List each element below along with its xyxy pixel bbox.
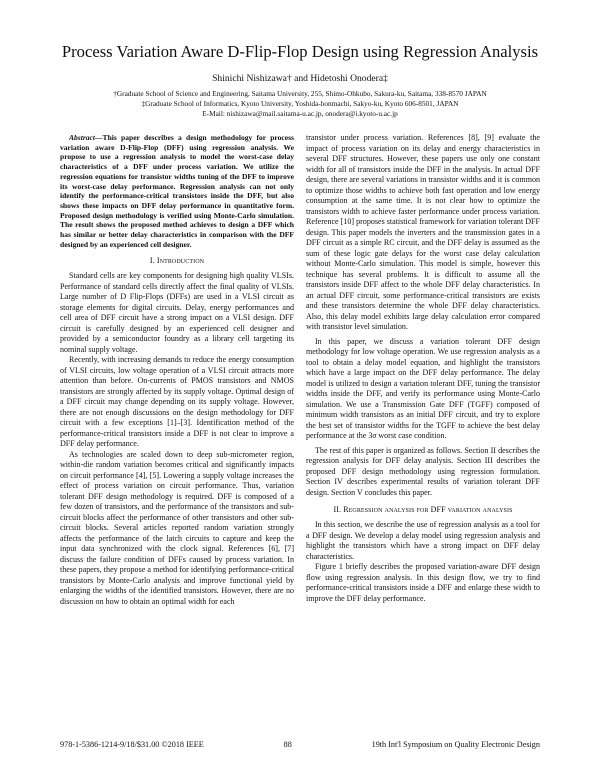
affiliation-2: ‡Graduate School of Informatics, Kyoto University, Yoshida-honmachi, Sakyo-ku, Kyoto 606-8501, JAPAN — [141, 99, 459, 108]
affiliation-1: †Graduate School of Science and Engineering, Saitama University, 255, Shimo-Ohkubo, Sakura-ku, Saitama, 338-8570 JAPAN — [113, 89, 487, 98]
paragraph: The rest of this paper is organized as follows. Section II describes the regression analysis for DFF delay analysis. Section III describes the proposed DFF design methodology using regression formulation. Section IV describes experimental results of variation tolerant DFF design. Section V concludes this paper. — [306, 445, 540, 497]
paragraph — [306, 337, 540, 442]
paragraph: transistor under process variation. References [8], [9] evaluate the impact of process variation on its delay and energy characteristics in several DFF structures. However, these papers use only one constant width for all of transistors inside the DFF in the analysis. In actual DFF design, there are several variations in transistor widths and it is common to optimize those widths to achieve both fast operation and low energy consumption at the same time. It is not clear how to optimize the transistors width to achieve faster performance under process variation. Reference [10] proposes statistical framework for variation tolerant DFF design. This paper models the inverters and the transmission gates in a DFF circuit as a simple RC circuit, and the DFF delay is assumed as the sum of these logic gate delays for the worst case delay calculation without Monte-Carlo simulation. This model is simple, however this technique has several problems. It is difficult to assume all the transistors inside DFF affect to the whole DFF delay characteristics. In an actual DFF circuit, some performance-critical transistors are exists and these transistors determine the whole DFF delay characteristics. Also, this delay model exhibits large delay calculation error compared with transistor level simulation. — [306, 133, 540, 331]
abstract — [60, 133, 294, 249]
paragraph-text: In this paper, we discuss a variation tolerant DFF design methodology for low voltage operation. We use regression analysis as a tool to obtain a delay model equation, and highlight the transistors which have a large impact on the DFF delay performance. The delay model is utilized to design a variation tolerant DFF, tuning the transistor widths inside the DFF, and verify its performance using Monte-Carlo simulation. We use a Transmission Gate DFF (TGFF) composed of minimum width transistors as an initial DFF circuit, and try to explore the best set of transistor widths for the TGFF to achieve the best delay performance at the 3 — [306, 336, 540, 440]
abstract-label: Abstract — [69, 133, 95, 142]
page-footer — [60, 740, 540, 750]
footer-venue: 19th Int'l Symposium on Quality Electronic Design — [371, 740, 540, 749]
body-columns — [60, 133, 540, 607]
paragraph-text: worst case condition. — [376, 431, 447, 440]
page-number: 88 — [283, 740, 292, 749]
paragraph: Recently, with increasing demands to reduce the energy consumption of VLSI circuits, low voltage operation of a VLSI circuit attracts more attention than before. On-currents of PMOS transistors and NMOS transistors are strongly affected by its supply voltage. Optimal design of a DFF circuit may change depending on its supply voltage. However, there are not enough discussions on the design methodology for DFF circuit with a few exceptions [1]–[3]. Identification method of the performance-critical transistors inside a DFF is not clear to improve a DFF delay performance. — [60, 355, 294, 449]
paper-title: Process Variation Aware D-Flip-Flop Design using Regression Analysis — [61, 42, 539, 61]
paper-authors: Shinichi Nishizawa† and Hidetoshi Onodera‡ — [212, 73, 388, 84]
contact-email: E-Mail: nishizawa@mail.saitama-u.ac.jp, onodera@i.kyoto-u.ac.jp — [202, 109, 398, 118]
left-column — [60, 133, 294, 607]
paragraph: Standard cells are key components for designing high quality VLSIs. Performance of standard cells directly affect the final quality of VLSIs. Large number of D Flip-Flops (DFFs) are used in a VLSI circuit as storage elements for digital circuits. Delay, energy performances and cell area of DFF circuit have a strong impact on a VLSI design. DFF circuit is carefully designed by an experienced cell designer and provided by a semiconductor foundry as a library cell targeting its nominal supply voltage. — [60, 271, 294, 354]
paragraph: In this section, we describe the use of regression analysis as a tool for a DFF design. We develop a delay model using regression analysis and highlight the transistors which have a strong impact on DFF delay characteristics. — [306, 520, 540, 561]
sigma-symbol: σ — [372, 431, 377, 440]
paragraph: Figure 1 briefly describes the proposed variation-aware DFF design flow using regression analysis. In this design flow, we try to find performance-critical transistors inside a DFF and enlarge these width to improve the DFF delay performance. — [306, 562, 540, 603]
right-column — [306, 133, 540, 607]
footer-copyright: 978-1-5386-1214-9/18/$31.00 ©2018 IEEE — [60, 740, 204, 749]
section-heading-introduction: I. Introduction — [149, 256, 205, 266]
paragraph: As technologies are scaled down to deep sub-micrometer region, within-die random variation becomes critical and significantly impacts on circuit performance [4], [5]. Lowering a supply voltage increases the effect of process variation on circuit performance. Thus, variation tolerant DFF design methodology is required. DFF is composed of a few dozen of transistors, and the performance of the transistors and sub-circuit blocks affect the performance of other transistors and other sub-circuit blocks. Several articles reported random variation strongly affects the performance of the latch circuits to capture and keep the input data synchronized with the clock signal. References [6], [7] discuss the failure condition of DFFs caused by process variation. In these papers, they propose a method for identifying performance-critical transistors by Monte-Carlo analysis and improve functional yield by enlarging the widths of the identified transistors. However, there are no discussion on how to obtain an optimal width for each — [60, 449, 294, 606]
abstract-text: —This paper describes a design methodology for process variation aware D-Flip-Flop (DFF) using regression analysis. We propose to use a regression analysis to model the worst-case delay characteristics of a DFF under process variation. We utilize the regression equations for transistor widths tuning of the DFF to improve its worst-case delay performance. Regression analysis can not only identify the performance-critical transistors inside the DFF, but also shows these impacts on DFF delay performance in quantitative form. Proposed design methodology is verified using Monte-Carlo simulation. The result shows the proposed method achieves to design a DFF which has similar or better delay characteristics in comparison with the DFF designed by an experienced cell designer. — [60, 133, 294, 249]
section-heading-regression: II. Regression analysis for DFF variation analysis — [333, 505, 513, 514]
